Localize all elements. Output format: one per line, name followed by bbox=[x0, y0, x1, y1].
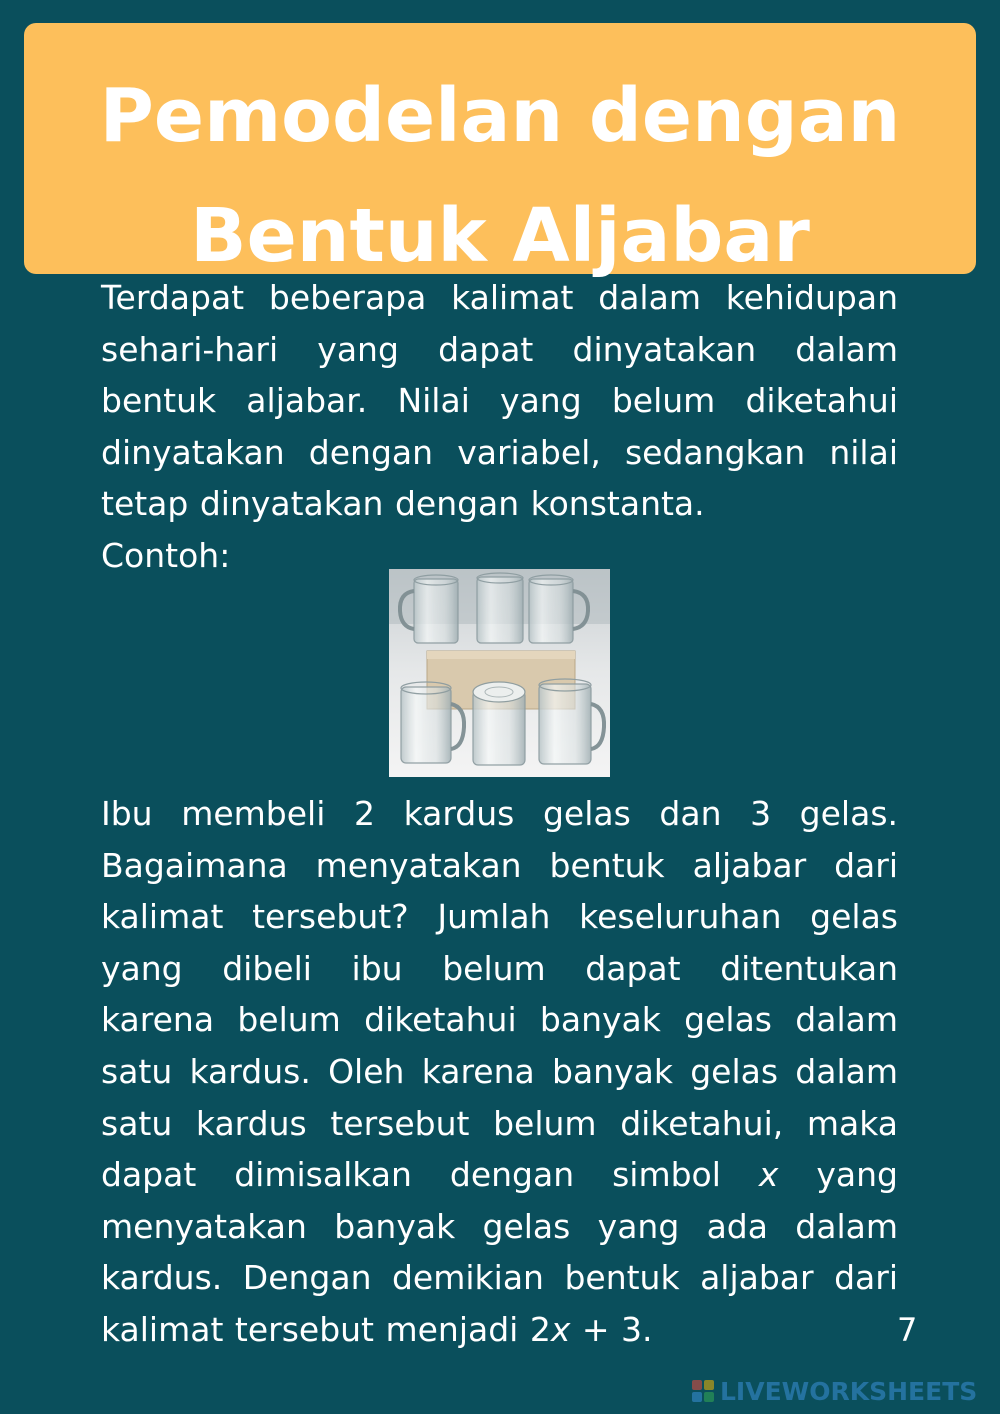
line-text: dapat dimisalkan dengan simbol bbox=[101, 1155, 721, 1195]
intro-line: sehari-hari yang dapat dinyatakan dalam bbox=[101, 329, 898, 369]
glass-mugs-illustration bbox=[389, 569, 610, 777]
example-line: menyatakan banyak gelas yang ada dalam bbox=[101, 1206, 898, 1246]
example-line: Bagaimana menyatakan bentuk aljabar dari bbox=[101, 845, 898, 885]
example-label-text: Contoh: bbox=[101, 536, 231, 575]
intro-paragraph bbox=[101, 272, 898, 530]
line-text: yang bbox=[816, 1155, 898, 1195]
example-paragraph bbox=[101, 788, 898, 1356]
line-text: + 3. bbox=[570, 1309, 653, 1349]
example-line: kardus. Dengan demikian bentuk aljabar dari bbox=[101, 1258, 898, 1298]
intro-line: dinyatakan dengan variabel, sedangkan nilai bbox=[101, 432, 898, 472]
page-title-line-2: Bentuk Aljabar bbox=[190, 193, 810, 279]
example-line-result bbox=[101, 1304, 898, 1356]
intro-line: tetap dinyatakan dengan konstanta. bbox=[101, 484, 705, 524]
watermark-text: LIVEWORKSHEETS bbox=[720, 1376, 978, 1406]
variable-x: x bbox=[550, 1309, 571, 1349]
glass-mugs-photo bbox=[389, 569, 610, 777]
example-line: yang dibeli ibu belum dapat ditentukan bbox=[101, 948, 898, 988]
liveworksheets-logo-icon bbox=[692, 1380, 714, 1402]
example-line-variable bbox=[101, 1149, 898, 1201]
line-text: kalimat tersebut menjadi 2 bbox=[101, 1309, 551, 1349]
example-line: satu kardus tersebut belum diketahui, maka bbox=[101, 1103, 898, 1143]
variable-x: x bbox=[758, 1155, 779, 1195]
title-banner bbox=[24, 23, 976, 279]
example-line: Ibu membeli 2 kardus gelas dan 3 gelas. bbox=[101, 794, 898, 833]
page-title-line-1: Pemodelan dengan bbox=[99, 73, 901, 159]
intro-line: Terdapat beberapa kalimat dalam kehidupan bbox=[101, 278, 898, 317]
example-line: karena belum diketahui banyak gelas dalam bbox=[101, 1000, 898, 1040]
example-line: satu kardus. Oleh karena banyak gelas dalam bbox=[101, 1051, 898, 1091]
page-number: 7 bbox=[897, 1311, 918, 1349]
intro-line: bentuk aljabar. Nilai yang belum diketahui bbox=[101, 381, 898, 421]
example-line: kalimat tersebut? Jumlah keseluruhan gelas bbox=[101, 897, 898, 937]
liveworksheets-watermark bbox=[692, 1378, 977, 1404]
